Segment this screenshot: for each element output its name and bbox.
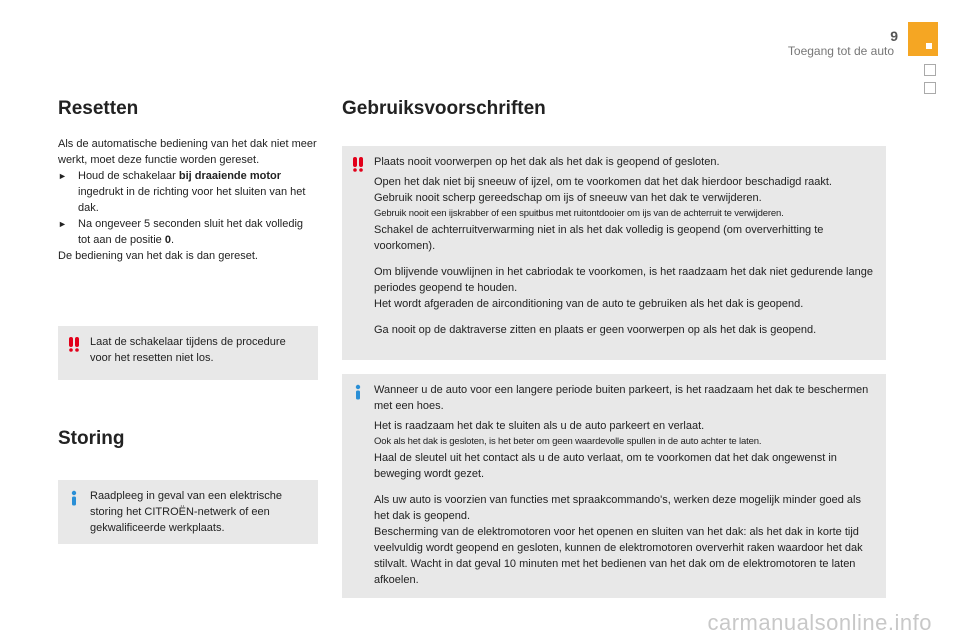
chapter-tab bbox=[908, 22, 938, 56]
info-line: Haal de sleutel uit het contact als u de auto verlaat, om te voorkomen dat het dak ongewenst in beweging wordt gezet. bbox=[374, 452, 837, 480]
info-line: Ook als het dak is gesloten, is het beter om geen waardevolle spullen in de auto achter te laten. bbox=[374, 436, 762, 447]
chapter-tab-empty bbox=[924, 64, 936, 76]
watermark: carmanualsonline.info bbox=[707, 610, 932, 635]
warning-line: Om blijvende vouwlijnen in het cabriodak te voorkomen, is het raadzaam het dak niet gedurende lange periodes geopend te houden. bbox=[374, 266, 873, 294]
bullet-icon: ► bbox=[58, 219, 67, 229]
warning-line: Open het dak niet bij sneeuw of ijzel, om te voorkomen dat het dak hierdoor beschadigd raakt. bbox=[374, 176, 832, 188]
gebruiksvoorschriften-heading: Gebruiksvoorschriften bbox=[342, 98, 546, 119]
info-line: Bescherming van de elektromotoren voor het openen en sluiten van het dak: als het dak in korte tijd veelvuldig wordt geopend en gesloten, kunnen de elektromotoren oververhit raken waardoor het dak stilvalt. Wacht in dat geval 10 minuten met het bedienen van het dak om de elektromotoren te laten afkoelen. bbox=[374, 526, 863, 586]
resetten-intro: Als de automatische bediening van het dak niet meer werkt, moet deze functie worden gereset. bbox=[58, 138, 317, 166]
info-icon bbox=[66, 490, 82, 506]
warning-line: Schakel de achterruitverwarming niet in als het dak volledig is geopend (om oververhitting te voorkomen). bbox=[374, 224, 824, 252]
warning-line: Ga nooit op de daktraverse zitten en plaats er geen voorwerpen op als het dak is geopend. bbox=[374, 324, 817, 336]
warning-panel-usage bbox=[342, 146, 886, 360]
info-icon bbox=[350, 384, 366, 400]
chapter-tab-empty bbox=[924, 82, 936, 94]
info-text: Raadpleeg in geval van een elektrische storing het CITROËN-netwerk of een gekwalificeerde werkplaats. bbox=[90, 490, 283, 534]
warning-line: Gebruik nooit een ijskrabber of een spuitbus met ruitontdooier om ijs van de achterruit te verwijderen. bbox=[374, 208, 784, 219]
resetten-heading: Resetten bbox=[58, 98, 139, 119]
list-item: ► Na ongeveer 5 seconden sluit het dak volledig tot aan de positie 0. bbox=[58, 218, 304, 246]
warning-text: Laat de schakelaar tijdens de procedure voor het resetten niet los. bbox=[90, 336, 286, 364]
warning-line: Plaats nooit voorwerpen op het dak als het dak is geopend of gesloten. bbox=[374, 156, 720, 168]
bullet-icon: ► bbox=[58, 171, 67, 181]
storing-heading: Storing bbox=[58, 428, 125, 449]
warning-line: Het wordt afgeraden de airconditioning van de auto te gebruiken als het dak is geopend. bbox=[374, 298, 804, 310]
warning-panel-reset bbox=[58, 326, 318, 380]
info-line: Als uw auto is voorzien van functies met spraakcommando's, werken deze mogelijk minder goed als het dak is geopend. bbox=[374, 494, 861, 522]
warning-icon bbox=[66, 336, 82, 352]
warning-line: Gebruik nooit scherp gereedschap om ijs of sneeuw van het dak te verwijderen. bbox=[374, 192, 762, 204]
page-number: 9 bbox=[890, 28, 898, 44]
info-panel-usage bbox=[342, 374, 886, 598]
warning-icon bbox=[350, 156, 366, 172]
list-item: ► Houd de schakelaar bij draaiende motor ingedrukt in de richting voor het sluiten van het dak. bbox=[58, 170, 306, 214]
section-title: Toegang tot de auto bbox=[787, 44, 894, 58]
info-panel-storing bbox=[58, 480, 318, 544]
resetten-text bbox=[58, 136, 318, 264]
info-line: Wanneer u de auto voor een langere periode buiten parkeert, is het raadzaam het dak te beschermen met een hoes. bbox=[374, 384, 869, 412]
info-line: Het is raadzaam het dak te sluiten als u de auto parkeert en verlaat. bbox=[374, 420, 705, 432]
resetten-outro: De bediening van het dak is dan gereset. bbox=[58, 250, 258, 262]
